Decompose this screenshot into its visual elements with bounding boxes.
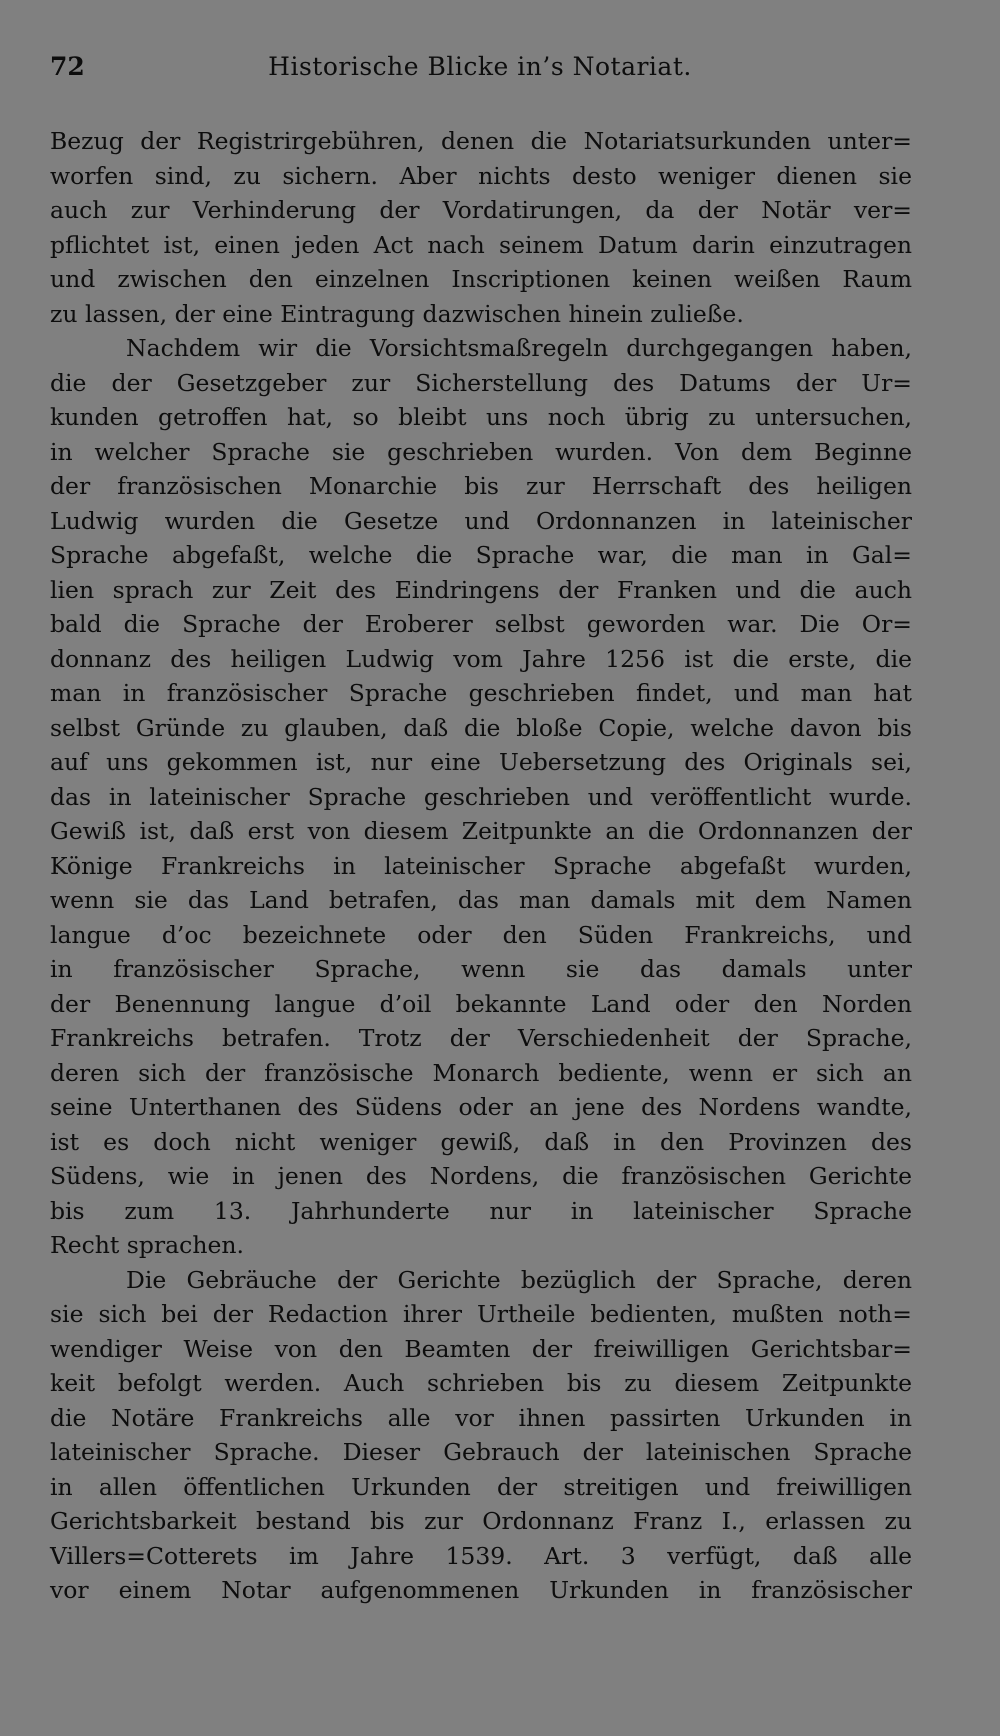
text-line: wendiger Weise von den Beamten der freiwilligen Gerichtsbar= — [50, 1334, 912, 1363]
text-line: auf uns gekommen ist, nur eine Uebersetzung des Originals sei, — [50, 748, 912, 776]
text-line: keit befolgt werden. Auch schrieben bis zu diesem Zeitpunkte — [50, 1369, 912, 1397]
text-line: Sprache abgefaßt, welche die Sprache war, die man in Gal= — [50, 541, 912, 569]
page-header — [50, 52, 910, 92]
text-line: zu lassen, der eine Eintragung dazwischen hinein zuließe. — [50, 299, 744, 328]
text-line: donnanz des heiligen Ludwig vom Jahre 1256 ist die erste, die — [50, 644, 912, 673]
text-line: die der Gesetzgeber zur Sicherstellung des Datums der Ur= — [50, 368, 912, 397]
text-line: in französischer Sprache, wenn sie das damals unter — [50, 955, 912, 983]
text-line: Bezug der Registrirgebühren, denen die Notariatsurkunden unter= — [50, 127, 912, 155]
text-line: Recht sprachen. — [50, 1231, 244, 1259]
page-number: 72 — [50, 52, 85, 81]
text-line: bald die Sprache der Eroberer selbst geworden war. Die Or= — [50, 610, 912, 638]
text-line: in allen öffentlichen Urkunden der streitigen und freiwilligen — [50, 1472, 912, 1501]
text-line: auch zur Verhinderung der Vordatirungen, da der Notär ver= — [50, 196, 912, 224]
text-line: wenn sie das Land betrafen, das man damals mit dem Namen — [50, 886, 912, 914]
paragraph-start-line: Die Gebräuche der Gerichte bezüglich der Sprache, deren — [126, 1265, 912, 1294]
body-text — [50, 124, 912, 1608]
text-line: Gerichtsbarkeit bestand bis zur Ordonnanz Franz I., erlassen zu — [50, 1507, 912, 1535]
text-line: worfen sind, zu sichern. Aber nichts desto weniger dienen sie — [50, 161, 912, 190]
text-line: sie sich bei der Redaction ihrer Urtheile bedienten, mußten noth= — [50, 1300, 912, 1328]
running-head: Historische Blicke in’s Notariat. — [268, 52, 692, 81]
text-line: kunden getroffen hat, so bleibt uns noch übrig zu untersuchen, — [50, 403, 912, 431]
text-line: vor einem Notar aufgenommenen Urkunden in französischer — [50, 1576, 912, 1604]
text-line: in welcher Sprache sie geschrieben wurden. Von dem Beginne — [50, 437, 912, 466]
text-line: der französischen Monarchie bis zur Herrschaft des heiligen — [50, 472, 912, 500]
text-line: seine Unterthanen des Südens oder an jene des Nordens wandte, — [50, 1093, 912, 1121]
text-line: der Benennung langue d’oil bekannte Land oder den Norden — [50, 989, 912, 1018]
text-line: bis zum 13. Jahrhunderte nur in lateinischer Sprache — [50, 1196, 912, 1225]
paragraph-start-line: Nachdem wir die Vorsichtsmaßregeln durchgegangen haben, — [126, 334, 912, 362]
text-line: Gewiß ist, daß erst von diesem Zeitpunkte an die Ordonnanzen der — [50, 817, 912, 845]
text-line: die Notäre Frankreichs alle vor ihnen passirten Urkunden in — [50, 1403, 912, 1432]
text-line: Südens, wie in jenen des Nordens, die französischen Gerichte — [50, 1162, 912, 1190]
text-line: Ludwig wurden die Gesetze und Ordonnanzen in lateinischer — [50, 506, 912, 535]
text-line: Villers=Cotterets im Jahre 1539. Art. 3 verfügt, daß alle — [50, 1541, 912, 1570]
text-line: lateinischer Sprache. Dieser Gebrauch der lateinischen Sprache — [50, 1438, 912, 1466]
text-line: das in lateinischer Sprache geschrieben und veröffentlicht wurde. — [50, 782, 912, 811]
text-line: pflichtet ist, einen jeden Act nach seinem Datum darin einzutragen — [50, 230, 912, 259]
text-line: langue d’oc bezeichnete oder den Süden Frankreichs, und — [50, 920, 912, 949]
text-line: man in französischer Sprache geschrieben findet, und man hat — [50, 679, 912, 707]
text-line: selbst Gründe zu glauben, daß die bloße Copie, welche davon bis — [50, 713, 912, 742]
text-line: lien sprach zur Zeit des Eindringens der Franken und die auch — [50, 575, 912, 604]
text-line: Könige Frankreichs in lateinischer Sprache abgefaßt wurden, — [50, 851, 912, 880]
text-line: Frankreichs betrafen. Trotz der Verschiedenheit der Sprache, — [50, 1024, 912, 1052]
text-line: ist es doch nicht weniger gewiß, daß in den Provinzen des — [50, 1127, 912, 1156]
text-line: und zwischen den einzelnen Inscriptionen keinen weißen Raum — [50, 265, 912, 293]
text-line: deren sich der französische Monarch bediente, wenn er sich an — [50, 1058, 912, 1087]
